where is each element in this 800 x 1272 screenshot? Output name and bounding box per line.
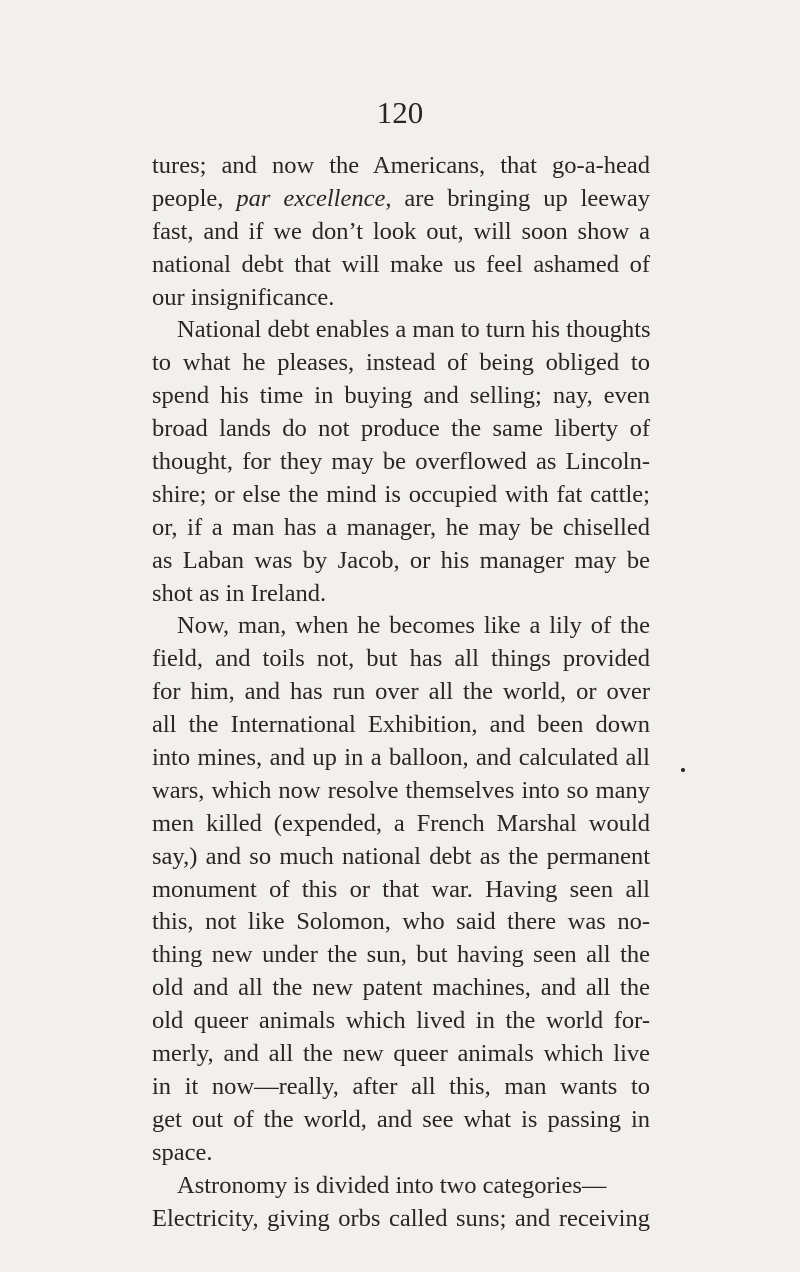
text-line: shire; or else the mind is occupied with fat cattle; [152, 480, 650, 508]
text-line: say,) and so much national debt as the permanent [152, 842, 650, 870]
text-line: to what he pleases, instead of being obliged to [152, 349, 650, 377]
text-line: in it now—really, after all this, man wants to [152, 1072, 650, 1100]
text-line: get out of the world, and see what is passing in [152, 1105, 650, 1133]
text-line: broad lands do not produce the same liberty of [152, 415, 650, 443]
text-line: spend his time in buying and selling; nay, even [152, 382, 650, 410]
text-line: Astronomy is divided into two categories— [177, 1171, 607, 1199]
text-line: wars, which now resolve themselves into so many [152, 776, 650, 804]
text-line: thought, for they may be overflowed as Lincoln- [152, 448, 650, 476]
text-line: field, and toils not, but has all things provided [152, 645, 650, 673]
text-line: for him, and has run over all the world, or over [152, 678, 650, 706]
text-line: national debt that will make us feel ashamed of [152, 250, 650, 278]
margin-mark [681, 768, 685, 772]
text-line: old and all the new patent machines, and all the [152, 974, 650, 1002]
text-line: space. [152, 1138, 213, 1166]
text-line: National debt enables a man to turn his thoughts [177, 316, 651, 344]
text-line: monument of this or that war. Having seen all [152, 875, 650, 903]
body-text [152, 150, 650, 1235]
page-number: 120 [376, 95, 424, 130]
text-line: Now, man, when he becomes like a lily of the [177, 612, 650, 640]
text-line: people, par excellence, are bringing up leeway [152, 184, 651, 212]
text-line: or, if a man has a manager, he may be chiselled [152, 513, 650, 541]
text-line: merly, and all the new queer animals which live [152, 1040, 650, 1068]
text-line: all the International Exhibition, and been down [152, 711, 650, 739]
text-line: men killed (expended, a French Marshal would [152, 809, 650, 837]
text-line: this, not like Solomon, who said there was no- [152, 908, 650, 936]
text-line: fast, and if we don’t look out, will soon show a [152, 217, 650, 245]
text-line: tures; and now the Americans, that go-a-head [152, 152, 650, 179]
text-line: shot as in Ireland. [152, 579, 327, 607]
text-line: into mines, and up in a balloon, and calculated all [152, 744, 650, 772]
text-line: old queer animals which lived in the world for- [152, 1007, 650, 1035]
text-line: thing new under the sun, but having seen all the [152, 941, 650, 969]
text-line: our insignificance. [152, 283, 335, 311]
text-line: Electricity, giving orbs called suns; and receiving [152, 1204, 650, 1232]
text-line: as Laban was by Jacob, or his manager may be [152, 546, 650, 574]
